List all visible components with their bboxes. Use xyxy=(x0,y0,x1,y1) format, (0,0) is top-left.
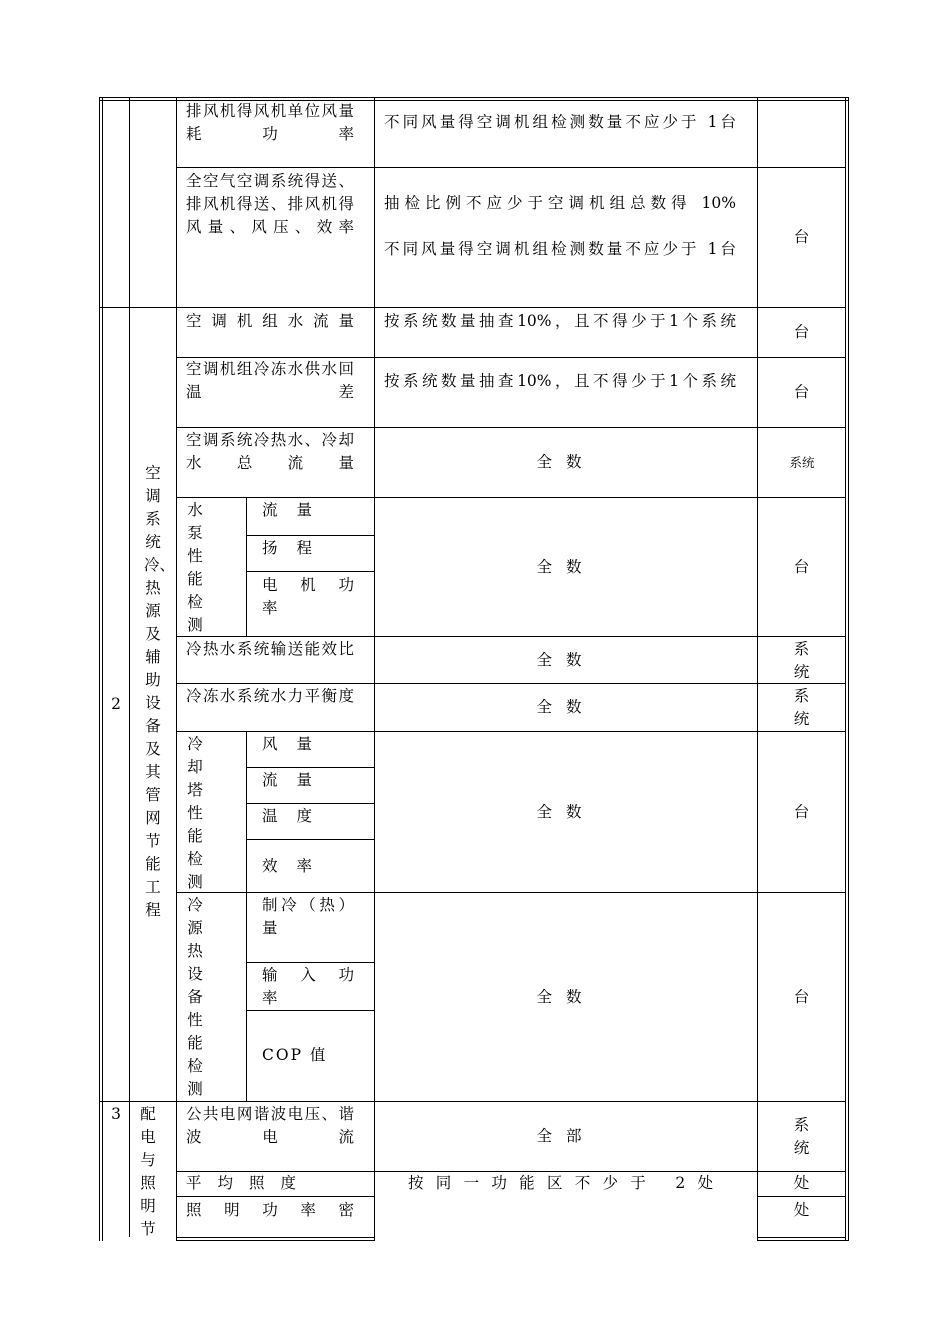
row-divider-12-unit xyxy=(757,1196,846,1197)
sampling-cell: 全数 xyxy=(536,802,596,821)
sub-divider-9c xyxy=(246,839,374,840)
sampling-cell: 不同风量得空调机组检测数量不应少于 1台 xyxy=(384,113,736,131)
sub-item-cell xyxy=(262,894,354,963)
sub-item-cell: 效率 xyxy=(262,857,312,875)
sub-item-text: 制冷（热）量 xyxy=(262,896,354,937)
group-label xyxy=(177,499,213,637)
item-cell: 空调系统冷热水、冷却水总流量 xyxy=(186,431,354,472)
item-cell: 冷热水系统输送能效比 xyxy=(186,640,354,658)
sampling-cell: 按系统数量抽查10%，且不得少于1个系统 xyxy=(384,312,736,330)
sub-item-cell: 风量 xyxy=(262,735,312,753)
table-border-right-inner xyxy=(845,97,846,1241)
unit-cell: 台 xyxy=(793,228,810,246)
unit-cell: 台 xyxy=(793,987,810,1006)
item-cell: 空调机组水流量 xyxy=(186,312,354,330)
sampling-cell: 全数 xyxy=(536,557,596,576)
sampling-cell: 按同一功能区不少于 2处 xyxy=(408,1174,713,1192)
group-text: 水泵性能检测 xyxy=(187,501,203,634)
sub-divider-6b xyxy=(246,571,374,572)
section-category xyxy=(130,1103,166,1241)
sub-item-cell xyxy=(262,964,354,987)
item-cell: 平均照度 xyxy=(186,1174,296,1192)
sub-item-cell: 温度 xyxy=(262,807,312,825)
unit-cell: 台 xyxy=(793,802,810,821)
item-cell: 公共电网谐波电压、谐波电流 xyxy=(186,1105,354,1146)
sub-item-text: 输入功 xyxy=(262,966,354,984)
row-divider-1 xyxy=(176,167,846,168)
section-number: 3 xyxy=(111,1105,121,1123)
table-border-top xyxy=(99,97,849,98)
unit-cell: 台 xyxy=(793,557,810,576)
item-cell: 冷冻水系统水力平衡度 xyxy=(186,687,354,705)
bottom-line-unit xyxy=(757,1237,846,1238)
unit-text: 系统 xyxy=(793,1115,810,1157)
sub-divider-10b xyxy=(246,1010,374,1011)
sub-item-overflow: 率 xyxy=(262,989,278,1007)
sub-item-cell: COP 值 xyxy=(262,1046,328,1064)
sub-item-cell: 流量 xyxy=(262,501,312,519)
sampling-cell: 不同风量得空调机组检测数量不应少于 1台 xyxy=(384,240,736,258)
section-category xyxy=(130,462,176,922)
group-label xyxy=(177,733,213,894)
category-text: 空调系统冷、热源及辅助设备及其管网节能工程 xyxy=(144,464,176,919)
unit-cell: 台 xyxy=(793,383,810,401)
unit-cell xyxy=(758,1102,845,1171)
col-divider-sub-6 xyxy=(246,497,247,636)
sub-item-overflow: 率 xyxy=(262,599,278,617)
category-text: 配电与照明节 xyxy=(140,1105,156,1238)
col-divider-sub-10 xyxy=(246,892,247,1101)
sub-divider-9b xyxy=(246,803,374,804)
item-cell: 排风机得风机单位风量耗功率 xyxy=(186,102,354,143)
sub-item-text: 电机功 xyxy=(262,576,354,594)
bottom-line-item xyxy=(176,1237,374,1238)
bottom-line-unit-2 xyxy=(757,1240,849,1241)
unit-cell: 系统 xyxy=(789,455,815,470)
group-text: 冷却塔性能检测 xyxy=(187,735,203,891)
section-number: 2 xyxy=(111,695,121,713)
sampling-cell: 全数 xyxy=(536,650,596,669)
bottom-line-item-2 xyxy=(176,1240,374,1241)
item-cell: 照明功率密 xyxy=(186,1201,354,1219)
unit-cell: 台 xyxy=(793,323,810,341)
sampling-cell: 全部 xyxy=(536,1127,596,1145)
unit-text: 系统 xyxy=(793,687,810,728)
unit-cell xyxy=(758,638,845,684)
row-divider-12-item xyxy=(176,1196,374,1197)
sampling-cell: 全数 xyxy=(536,987,596,1006)
sampling-cell: 全数 xyxy=(536,698,596,716)
row-divider-2 xyxy=(99,307,846,308)
group-label xyxy=(177,894,213,1101)
unit-cell: 处 xyxy=(793,1174,810,1192)
sampling-cell: 抽检比例不应少于空调机组总数得 10% xyxy=(384,194,736,212)
sub-item-cell: 流量 xyxy=(262,771,312,789)
col-divider-sub-9 xyxy=(246,731,247,892)
sub-item-cell xyxy=(262,574,354,597)
sub-item-cell: 扬程 xyxy=(262,539,312,557)
table-border-left xyxy=(99,97,100,1241)
sub-divider-9a xyxy=(246,767,374,768)
item-cell: 空调机组冷冻水供水回温差 xyxy=(186,360,354,401)
sub-divider-6a xyxy=(246,535,374,536)
unit-cell xyxy=(758,685,845,731)
sampling-cell: 全数 xyxy=(536,453,596,471)
table-border-right xyxy=(848,97,849,1241)
group-text: 冷源热设备性能检测 xyxy=(187,896,203,1098)
item-cell: 全空气空调系统得送、排风机得送、排风机得风量、风压、效率 xyxy=(186,172,354,236)
sampling-cell: 按系统数量抽查10%，且不得少于1个系统 xyxy=(384,372,736,390)
unit-cell: 处 xyxy=(793,1201,810,1219)
unit-text: 系统 xyxy=(793,640,810,681)
